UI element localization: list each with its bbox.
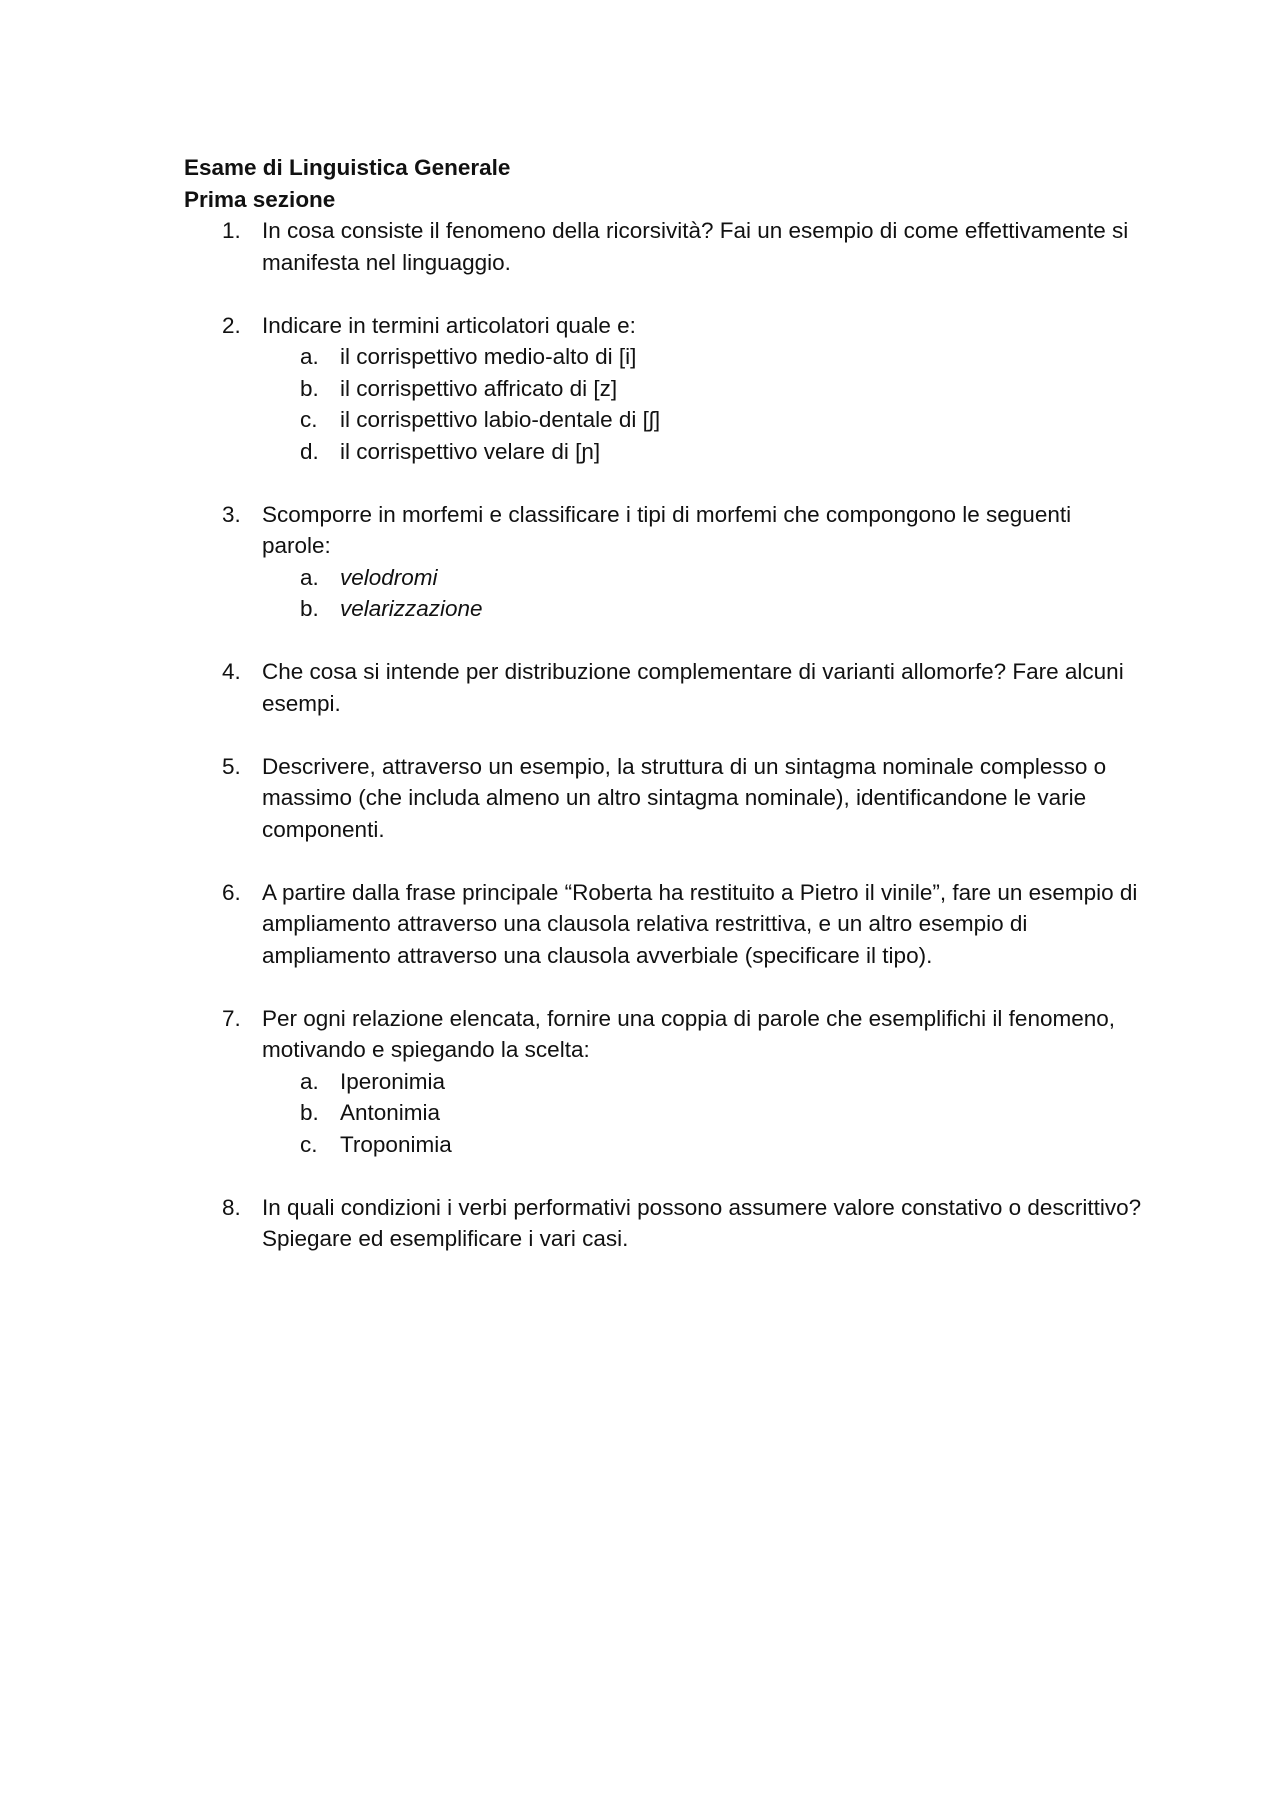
exam-document — [184, 152, 1144, 1286]
sub-item-text: Iperonimia — [340, 1068, 446, 1094]
sub-item-text: il corrispettivo labio-dentale di [ʃ] — [340, 407, 661, 432]
question-text: Scomporre in morfemi e classificare i tipi di morfemi che compongono le seguenti parole: — [262, 501, 1072, 558]
exam-title: Esame di Linguistica Generale — [184, 155, 511, 180]
question-item — [184, 1003, 1144, 1161]
sub-item — [262, 1066, 1144, 1098]
sub-item-text: velodromi — [340, 564, 438, 590]
question-item — [184, 656, 1144, 719]
question-item — [184, 1192, 1144, 1255]
sub-item-letter: b. — [300, 1100, 319, 1125]
question-number: 6. — [222, 879, 241, 905]
sub-item-letter: a. — [300, 344, 319, 369]
question-number: 8. — [222, 1194, 241, 1220]
sub-item-text: il corrispettivo velare di [ɲ] — [340, 438, 601, 464]
question-number: 3. — [222, 501, 241, 527]
sub-item-list — [262, 1066, 1144, 1161]
question-item — [184, 499, 1144, 625]
question-item — [184, 877, 1144, 972]
sub-item-letter: d. — [300, 438, 319, 464]
question-number: 7. — [222, 1005, 241, 1031]
sub-item — [262, 1097, 1144, 1129]
sub-item-letter: a. — [300, 564, 319, 590]
sub-item-text: Troponimia — [340, 1131, 452, 1157]
question-item — [184, 215, 1144, 278]
sub-item-text: Antonimia — [340, 1100, 441, 1125]
question-item — [184, 751, 1144, 846]
sub-item — [262, 341, 1144, 373]
sub-item-letter: b. — [300, 375, 319, 401]
question-text: In quali condizioni i verbi performativi possono assumere valore constativo o descrittivo? Spiegare ed esemplificare i vari casi. — [262, 1194, 1142, 1251]
sub-item-list — [262, 341, 1144, 467]
section-title: Prima sezione — [184, 186, 336, 212]
sub-item — [262, 562, 1144, 594]
sub-item-text: il corrispettivo affricato di [z] — [340, 375, 618, 401]
sub-item-text: il corrispettivo medio-alto di [i] — [340, 344, 637, 369]
sub-item-letter: b. — [300, 596, 319, 621]
question-number: 2. — [222, 312, 241, 338]
question-item — [184, 310, 1144, 468]
question-text: Che cosa si intende per distribuzione complementare di varianti allomorfe? Fare alcuni esempi. — [262, 659, 1124, 716]
sub-item-text: velarizzazione — [340, 596, 483, 621]
sub-item-letter: c. — [300, 407, 318, 432]
question-text: In cosa consiste il fenomeno della ricorsività? Fai un esempio di come effettivamente si manifesta nel linguaggio. — [262, 218, 1129, 275]
question-text: Descrivere, attraverso un esempio, la struttura di un sintagma nominale complesso o massimo (che includa almeno un altro sintagma nominale), identificandone le varie componenti. — [262, 753, 1107, 842]
sub-item-letter: c. — [300, 1131, 318, 1157]
question-text: Indicare in termini articolatori quale e: — [262, 312, 636, 338]
question-number: 5. — [222, 753, 241, 779]
sub-item — [262, 373, 1144, 405]
question-number: 1. — [222, 218, 241, 243]
sub-item — [262, 1129, 1144, 1161]
sub-item — [262, 404, 1144, 436]
question-text: A partire dalla frase principale “Roberta ha restituito a Pietro il vinile”, fare un esempio di ampliamento attraverso una clausola relativa restrittiva, e un altro esempio di ampliamento attraverso una clausola avverbiale (specificare il tipo). — [262, 879, 1138, 968]
sub-item — [262, 593, 1144, 625]
question-text: Per ogni relazione elencata, fornire una coppia di parole che esemplifichi il fenomeno, motivando e spiegando la scelta: — [262, 1005, 1116, 1062]
sub-item-list — [262, 562, 1144, 625]
question-number: 4. — [222, 659, 241, 684]
sub-item — [262, 436, 1144, 468]
question-list — [184, 215, 1144, 1255]
sub-item-letter: a. — [300, 1068, 319, 1094]
